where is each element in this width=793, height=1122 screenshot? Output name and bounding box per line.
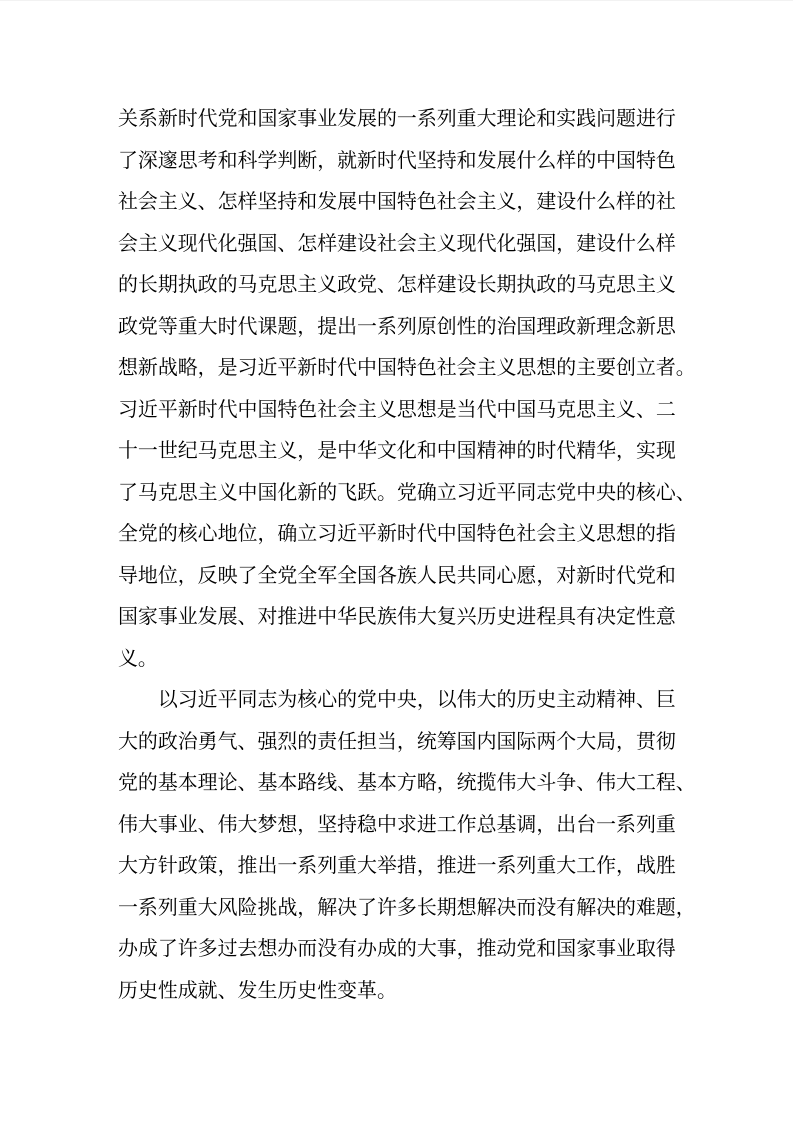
text-line-1-1: 关系新时代党和国家事业发展的一系列重大理论和实践问题进行 (118, 108, 676, 130)
text-line-1-7: 想新战略，是习近平新时代中国特色社会主义思想的主要创立者。 (118, 357, 696, 379)
text-line-2-4: 伟大事业、伟大梦想，坚持稳中求进工作总基调，出台一系列重 (118, 813, 676, 836)
text-line-1-12: 导地位，反映了全党全军全国各族人民共同心愿，对新时代党和 (118, 564, 676, 587)
text-line-2-7: 办成了许多过去想办而没有办成的大事，推动党和国家事业取得 (118, 938, 676, 960)
text-line-1-6: 政党等重大时代课题，提出一系列原创性的治国理政新理念新思 (118, 315, 676, 338)
text-line-1-9: 十一世纪马克思主义，是中华文化和中国精神的时代精华，实现 (118, 440, 676, 462)
text-line-2-3: 党的基本理论、基本路线、基本方略，统揽伟大斗争、伟大工程、 (118, 772, 696, 794)
text-line-1-4: 会主义现代化强国、怎样建设社会主义现代化强国，建设什么样 (118, 232, 676, 255)
text-line-2-2: 大的政治勇气、强烈的责任担当，统筹国内国际两个大局，贯彻 (118, 730, 676, 753)
paragraph-2 (118, 680, 696, 1012)
text-line-1-5: 的长期执政的马克思主义政党、怎样建设长期执政的马克思主义 (118, 274, 676, 296)
page-content (118, 99, 696, 1012)
text-line-1-11: 全党的核心地位，确立习近平新时代中国特色社会主义思想的指 (118, 523, 676, 545)
text-line-1-13: 国家事业发展、对推进中华民族伟大复兴历史进程具有决定性意 (118, 606, 676, 628)
text-line-2-6: 一系列重大风险挑战，解决了许多长期想解决而没有解决的难题， (118, 896, 696, 919)
text-line-2-5: 大方针政策，推出一系列重大举措，推进一系列重大工作，战胜 (118, 855, 676, 877)
text-line-1-3: 社会主义、怎样坚持和发展中国特色社会主义，建设什么样的社 (118, 191, 676, 213)
text-line-2-1: 以习近平同志为核心的党中央，以伟大的历史主动精神、巨 (118, 689, 676, 711)
text-line-1-8: 习近平新时代中国特色社会主义思想是当代中国马克思主义、二 (118, 398, 676, 421)
text-line-2-8: 历史性成就、发生历史性变革。 (118, 979, 397, 1002)
text-line-1-2: 了深邃思考和科学判断，就新时代坚持和发展什么样的中国特色 (118, 149, 676, 172)
paragraph-1 (118, 99, 696, 680)
text-line-1-10: 了马克思主义中国化新的飞跃。党确立习近平同志党中央的核心、 (118, 481, 696, 504)
text-line-1-14: 义。 (118, 647, 158, 670)
